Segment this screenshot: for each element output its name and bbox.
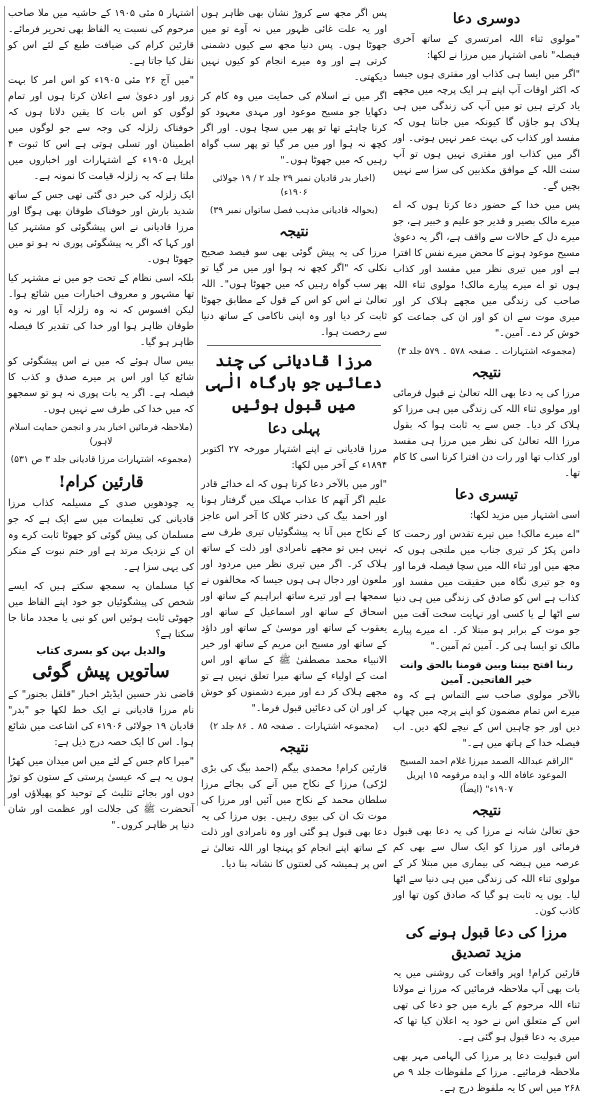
column-left [390, 6, 583, 1094]
paragraph: اسی اشتہار میں مزید لکھا: [470, 510, 580, 521]
paragraph: یہ چودھویں صدی کے مسیلمہ کذاب مرزا قادیانی کی تعلیمات میں سے ایک ہے کہ جو مسلمان کی پیش گوئی کو جھوٹا ثابت کرے وہ ان کے نزدیک مرتد ہے اور ختم نبوت کے منکر کی یہی سزا ہے۔ [8, 498, 194, 573]
paragraph: "مولوی ثناء اللہ امرتسری کے ساتھ آخری فیصلہ" نامی اشتہار میں مرزا نے لکھا: [393, 34, 580, 61]
section-heading: دوسری دعا [452, 11, 521, 27]
paragraph: مرزا کی یہ پیش گوئی بھی سو فیصد صحیح نکلی کہ "اگر کچھ نہ ہوا اور میں مر گیا تو پھر سب گواہ رہیں کہ میں جھوٹا ہوں"۔ اللہ تعالیٰ نے اس کو اس کے قول کے مطابق جھوٹا ثابت کر دیا اور وہ اپنی ناکامی کے ساتھ دنیا سے رخصت ہوا۔ [201, 247, 387, 338]
result-heading: نتیجہ [471, 803, 502, 819]
paragraph: "اگر میں ایسا ہی کذاب اور مفتری ہوں جیسا کہ اکثر اوقات آپ اپنے ہر ایک پرچہ میں مجھے یاد کرتے ہیں تو میں آپ کی زندگی میں ہی ہلاک ہو جاؤں گا کیونکہ میں جانتا ہوں کہ مفسد اور کذاب کی بہت عمر نہیں ہوتی۔ اور اگر میں کذاب اور مفتری نہیں ہوں تو آپ سنت اللہ کے موافق مکذبین کی سزا سے نہیں بچیں گے۔ [393, 69, 580, 192]
section-heading: قارئین کرام! [58, 472, 144, 491]
paragraph: مرزا کی یہ دعا بھی اللہ تعالیٰ نے قبول فرمائی اور مولوی ثناء اللہ کی زندگی میں ہی مرزا کو ہلاک کر دیا۔ جس سے یہ ثابت ہوا کہ بقول مرزا اللہ تعالیٰ کی نظر میں مرزا ہی مفسد اور کذاب تھا اور رات دن افترا کرنا اسی کا کام تھا۔ [393, 388, 580, 479]
arabic-verse: ربنا افتح بیننا وبین قومنا بالحق وانت خیر الفاتحین۔ آمین [399, 660, 574, 686]
section-heading: ساتویں پیش گوئی [32, 661, 170, 682]
paragraph: پس میں خدا کے حضور دعا کرتا ہوں کہ اے میرے مالک بصیر و قدیر جو علیم و خبیر ہے، جو میرے دل کے حالات سے واقف ہے، اگر یہ دعویٰ مسیح موعود ہونے کا محض میرے نفس کا افترا ہے اور میں تیری نظر میں مفسد اور کذاب ہوں تو اے میرے پیارے مالک! مولوی ثناء اللہ صاحب کی زندگی میں مجھے ہلاک کر اور میری موت سے ان کو اور ان کی جماعت کو خوش کر دے۔ آمین۔" [393, 200, 580, 339]
paragraph: بالآخر مولوی صاحب سے التماس ہے کہ وہ میرے اس تمام مضمون کو اپنے پرچہ میں چھاپ دیں اور جو چاہیں اس کے نیچے لکھ دیں۔ اب فیصلہ خدا کے ہاتھ میں ہے۔" [393, 690, 580, 749]
paragraph: "اے میرے مالک! میں تیرے تقدس اور رحمت کا دامن پکڑ کر تیری جناب میں ملتجی ہوں کہ مجھ میں اور ثناء اللہ میں سچا فیصلہ فرما اور وہ جو تیری نگاہ میں حقیقت میں مفسد اور کذاب ہے اس کو صادق کی زندگی میں ہی دنیا سے اٹھا لے یا کسی اور نہایت سخت آفت میں جو موت کے برابر ہو مبتلا کر۔ اے میرے پیارے مالک تو ایسا ہی کر۔ آمین ثم آمین۔" [393, 529, 580, 652]
result-heading: نتیجہ [279, 740, 309, 756]
divider [207, 345, 381, 346]
paragraph: قاضی نذر حسین ایڈیٹر اخبار "قلقل بجنور" کے نام مرزا قادیانی نے ایک خط لکھا جو "بدر" قادیان ۱۹ جولائی ۱۹۰۶ء کی اشاعت میں شائع ہوا۔ اس کا ایک حصہ درج ذیل ہے: [8, 689, 194, 748]
paragraph: قارئین کرام! محمدی بیگم (احمد بیگ کی بڑی لڑکی) مرزا کے نکاح میں آنے کی بجائے مرزا سلطان محمد کے نکاح میں آئیں اور مرزا کی موت تک ان کی بیوی رہیں۔ یوں مرزا کی یہ دعا بھی قبول ہو گئی اور وہ نامرادی اور ذلت کے ساتھ اپنے انجام کو پہنچا اور اللہ تعالیٰ نے اس پر ہمیشہ کی لعنتوں کا نشانہ بنا دیا۔ [201, 763, 387, 870]
paragraph: کیا مسلمان یہ سمجھ سکتے ہیں کہ ایسے شخص کی پیشگوئیاں جو خود اپنے الفاظ میں جھوٹی ثابت ہوئیں اس کو نبی یا مجدد مانا جا سکتا ہے؟ [8, 581, 194, 640]
section-heading: مرزا کی دعا قبول ہونے کی مزید تصدیق [405, 925, 568, 961]
source-citation: (مجموعہ اشتہارات ۔ صفحہ ۸۵ ۔ ۸۶ جلد ۲) [209, 722, 379, 732]
signature-line: "الراقم عبداللہ الصمد میرزا غلام احمد المسیح الموعود عافاہ اللہ و ایدہ مرقومہ ۱۵ اپریل ۱۹۰۷ء" (ایضاً) [399, 757, 574, 795]
column-right [4, 6, 197, 831]
paragraph: حق تعالیٰ شانہ نے مرزا کی یہ دعا بھی قبول فرمائی اور مرزا کو ایک سال سے بھی کم عرصہ میں ہیضہ کی بیماری میں مبتلا کر کے مولوی ثناء اللہ کی زندگی میں ہی دنیا سے اٹھا لیا۔ یوں یہ ثابت ہو گیا کہ صادق کون تھا اور کاذب کون۔ [393, 826, 580, 917]
paragraph: اس قبولیت دعا پر مرزا کی الہامی مہر بھی ملاحظہ فرمائیے۔ مرزا کے ملفوظات جلد ۹ ص ۲۶۸ میں اس کا یہ ملفوظ درج ہے۔ [393, 1051, 580, 1094]
paragraph: "میرا کام جس کے لئے میں اس میدان میں کھڑا ہوں یہ ہے کہ عیسیٰ پرستی کے ستون کو توڑ دوں اور بجائے تثلیث کے توحید کو پھیلاؤں اور آنحضرت ﷺ کی جلالت اور عظمت اور شان دنیا پر ظاہر کروں۔" [8, 756, 194, 831]
result-heading: نتیجہ [471, 365, 502, 381]
source-citation: (ملاحظہ فرمائیں اخبار بدر و انجمن حمایت اسلام لاہور) [9, 423, 193, 447]
section-subheading: پہلی دعا [267, 421, 321, 437]
paragraph: مرزا قادیانی نے اپنے اشتہار مورخہ ۲۷ اکتوبر ۱۸۹۴ء کے آخر میں لکھا: [201, 444, 387, 471]
paragraph: ایک زلزلہ کی خبر دی گئی تھی جس کے ساتھ شدید بارش اور خوفناک طوفان بھی ہوگا اور مرزا قادیانی نے اس پیشگوئی کو مشتہر کیا اور کہا کہ اگر یہ پیشگوئی پوری نہ ہو تو میں جھوٹا ہوں۔ [8, 190, 194, 265]
paragraph: اشتہار ۵ مئی ۱۹۰۵ کے حاشیہ میں ملا صاحب مرحوم کی نسبت یہ الفاظ بھی تحریر فرمائے۔ قارئین کرام کی ضیافت طبع کے لئے اس کو نقل کیا جاتا ہے۔ [8, 8, 195, 67]
paragraph: "اور میں بالآخر دعا کرتا ہوں کہ اے خدائے قادر علیم اگر آتھم کا عذاب مہلک میں گرفتار ہونا اور احمد بیگ کی دختر کلاں کا آخر اس عاجز کے نکاح میں آنا یہ پیشگوئیاں تیری طرف سے نہیں ہیں تو مجھے نامرادی اور ذلت کے ساتھ ہلاک کر۔ اگر میں تیری نظر میں مردود اور ملعون اور دجال ہی ہوں جیسا کہ مخالفوں نے سمجھا ہے اور تیرے ساتھ ابراہیم کے ساتھ اور اسحاق کے ساتھ اور اسماعیل کے ساتھ اور یعقوب کے ساتھ اور موسیٰ کے ساتھ اور داؤد کے ساتھ اور مسیح ابن مریم کے ساتھ اور خیر الانبیاء محمد مصطفیٰ ﷺ کے ساتھ اور اس امت کے اولیاء کے ساتھ میرا تعلق نہیں ہے تو مجھے ہلاک کر دے اور میرے دشمنوں کو خوش کر اور ان کی دعائیں قبول فرما۔" [201, 479, 387, 714]
source-citation: (اخبار بدر قادیان نمبر ۲۹ جلد ۲ / ۱۹ جولائی ۱۹۰۶ء) [212, 174, 376, 198]
section-subheading: والدیل بہن کو بسری کتاب [36, 646, 166, 657]
paragraph: پس اگر مجھ سے کروڑ نشان بھی ظاہر ہوں اور یہ علت غائی ظہور میں نہ آوے تو میں جھوٹا ہوں۔ پس دنیا مجھ سے کیوں دشمنی کرتی ہے اور وہ میرے انجام کو کیوں نہیں دیکھتی۔ [201, 8, 387, 83]
paragraph: قارئین کرام! اوپر واقعات کی روشنی میں یہ بات بھی آپ ملاحظہ فرمائیں کہ مرزا نے مولانا ثناء اللہ مرحوم کے بارے میں جو دعا کی تھی اس کے متعلق اس نے خود یہ اعلان کیا تھا کہ میری یہ دعا قبول ہو گئی ہے۔ [393, 968, 580, 1043]
section-heading: تیسری دعا [454, 487, 519, 503]
paragraph: "میں آج ۲۶ مئی ۱۹۰۵ء کو اس امر کا بہت زور اور دعویٰ سے اعلان کرتا ہوں اور تمام لوگوں کو اس بات کا یقین دلانا ہوں کہ خوفناک زلزلہ کی وجہ سے جو لوگوں میں اطمینان اور تسلی ہوتی ہے اس کا ثبوت ۴ اپریل ۱۹۰۵ء کے اشتہارات اور اخباروں میں ملتا ہے کہ یہ زلزلہ قیامت کا نمونہ ہے۔ [8, 75, 194, 182]
source-citation: (بحوالہ قادیانی مذہب فصل ساتواں نمبر ۳۹) [209, 206, 379, 216]
source-citation: (مجموعہ اشتہارات مرزا قادیانی جلد ۳ ص ۵۳۱) [10, 455, 192, 465]
source-citation: (مجموعہ اشتہارات ۔ صفحہ ۵۷۸ ۔ ۵۷۹ جلد ۳) [397, 347, 576, 357]
section-heading: مرزا قادیانی کی چند دعائیں جو بارگاہ الٰہی میں قبول ہوئیں [205, 351, 383, 414]
paragraph: بیس سال ہوئے کہ میں نے اس پیشگوئی کو شائع کیا اور اس پر میرے صدق و کذب کا فیصلہ ہے۔ اگر یہ بات پوری نہ ہو تو سمجھو کہ میں خدا کی طرف سے نہیں ہوں۔ [8, 356, 194, 415]
paragraph: بلکہ اسی نظام کے تحت جو میں نے مشتہر کیا تھا مشہور و معروف اخبارات میں شائع ہوا۔ لیکن افسوس کہ نہ وہ زلزلہ آیا اور نہ وہ طوفان ظاہر ہوا اور خدا کی تقدیر کا فیصلہ ظاہر ہو گیا۔ [8, 273, 194, 348]
result-heading: نتیجہ [279, 224, 309, 240]
column-middle [197, 6, 390, 870]
paragraph: اگر میں نے اسلام کی حمایت میں وہ کام کر دکھایا جو مسیح موعود اور مہدی معہود کو کرنا چاہئے تھا تو پھر میں سچا ہوں۔ اور اگر کچھ نہ ہوا اور میں مر گیا تو پھر سب گواہ رہیں کہ میں جھوٹا ہوں۔" [201, 91, 387, 166]
